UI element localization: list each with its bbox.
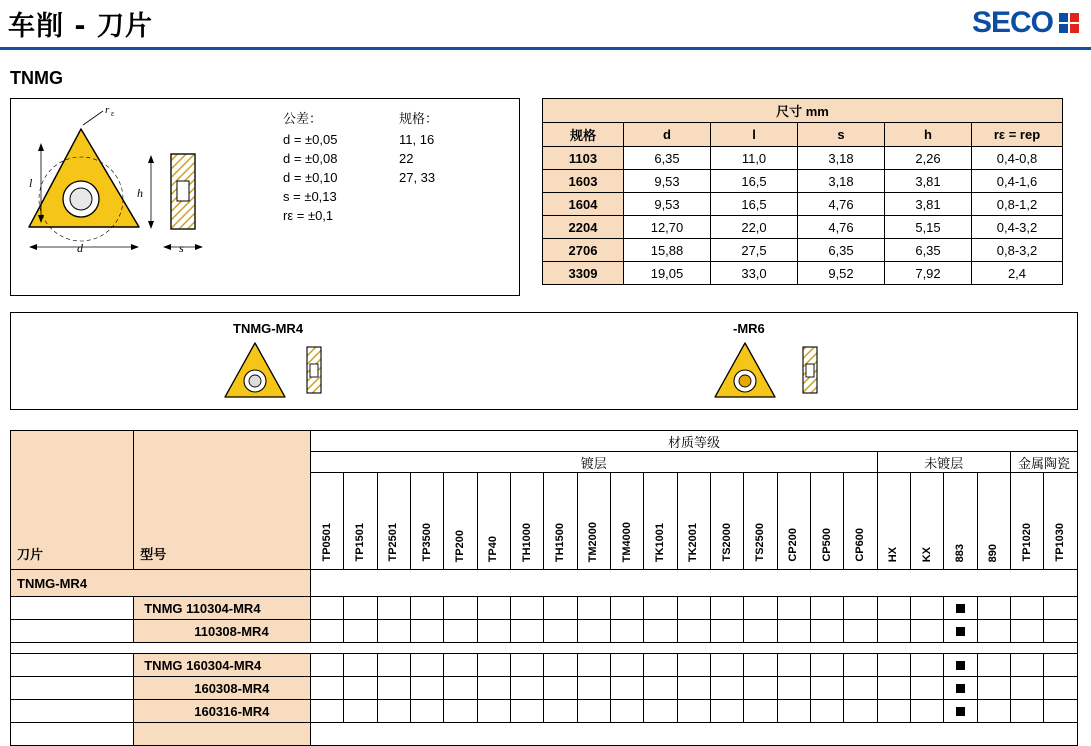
row4-c22 xyxy=(1044,700,1078,723)
row3-c8 xyxy=(577,677,610,700)
page-title: 车削 - 刀片 xyxy=(8,11,154,42)
svg-text:ε: ε xyxy=(111,109,115,118)
dims-r4-c5: 0,8-3,2 xyxy=(972,239,1063,262)
dims-r0-c4: 2,26 xyxy=(885,147,972,170)
dims-r5-c1: 19,05 xyxy=(624,262,711,285)
row3-c18 xyxy=(910,677,943,700)
row1-c5 xyxy=(477,620,510,643)
spec-list-block xyxy=(399,109,438,187)
dims-r1-c2: 16,5 xyxy=(711,170,798,193)
dims-r3-c1: 12,70 xyxy=(624,216,711,239)
grade-col-14: CP200 xyxy=(777,473,810,570)
dims-r2-c5: 0,8-1,2 xyxy=(972,193,1063,216)
row1-c15 xyxy=(810,620,843,643)
table-row xyxy=(543,239,1063,262)
svg-text:d: d xyxy=(77,241,83,255)
grades-subgroup-coated: 镀层 xyxy=(311,452,878,473)
row4-c16 xyxy=(844,700,877,723)
row4-c11 xyxy=(677,700,710,723)
row1-c2 xyxy=(377,620,410,643)
dims-r4-c0: 2706 xyxy=(543,239,624,262)
row4-c15 xyxy=(810,700,843,723)
mr4-insert-icon xyxy=(221,339,331,405)
row1-c21 xyxy=(1010,620,1043,643)
dims-r4-c4: 6,35 xyxy=(885,239,972,262)
row3-c12 xyxy=(710,677,743,700)
row2-c20 xyxy=(977,654,1010,677)
row2-c8 xyxy=(577,654,610,677)
row4-c5 xyxy=(477,700,510,723)
grade-col-20: 890 xyxy=(977,473,1010,570)
row3-c19 xyxy=(944,677,977,700)
row1-insert-blank xyxy=(11,620,134,643)
row0-c10 xyxy=(644,597,677,620)
row0-c14 xyxy=(777,597,810,620)
row1-c22 xyxy=(1044,620,1078,643)
grades-subgroup-cermet: 金属陶瓷 xyxy=(1010,452,1077,473)
row5-insert-blank xyxy=(11,723,134,746)
row2-c0 xyxy=(311,654,344,677)
row1-c4 xyxy=(444,620,477,643)
row0-c16 xyxy=(844,597,877,620)
row1-c11 xyxy=(677,620,710,643)
row2-c15 xyxy=(810,654,843,677)
dims-r0-c0: 1103 xyxy=(543,147,624,170)
row2-c11 xyxy=(677,654,710,677)
row0-c13 xyxy=(744,597,777,620)
table-row xyxy=(543,170,1063,193)
row3-c17 xyxy=(877,677,910,700)
row0-c17 xyxy=(877,597,910,620)
row4-c0 xyxy=(311,700,344,723)
geometry-label-mr4: TNMG-MR4 xyxy=(233,321,304,336)
row3-c21 xyxy=(1010,677,1043,700)
row2-insert-blank xyxy=(11,654,134,677)
grades-table xyxy=(10,430,1078,746)
row4-c10 xyxy=(644,700,677,723)
row4-c6 xyxy=(510,700,543,723)
dimensions-table xyxy=(542,98,1063,285)
availability-mark xyxy=(956,707,965,716)
row1-c17 xyxy=(877,620,910,643)
row3-c7 xyxy=(544,677,577,700)
row3-c4 xyxy=(444,677,477,700)
grade-col-12: TS2000 xyxy=(710,473,743,570)
tolerance-heading: 公差： xyxy=(283,111,323,126)
geometry-band xyxy=(10,312,1078,410)
brand-name: SECO xyxy=(971,6,1053,39)
dims-r2-c1: 9,53 xyxy=(624,193,711,216)
row2-c7 xyxy=(544,654,577,677)
row1-c0 xyxy=(311,620,344,643)
tolerance-line-3: s = ±0,13 xyxy=(283,189,337,204)
table-row xyxy=(543,216,1063,239)
availability-mark xyxy=(956,661,965,670)
row0-insert-blank xyxy=(11,597,134,620)
dims-col-3: s xyxy=(798,123,885,147)
row2-c1 xyxy=(344,654,377,677)
row0-c5 xyxy=(477,597,510,620)
row4-insert-blank xyxy=(11,700,134,723)
row1-model: 110308-MR4 xyxy=(134,620,311,643)
row3-c3 xyxy=(411,677,444,700)
row2-c22 xyxy=(1044,654,1078,677)
dims-r0-c5: 0,4-0,8 xyxy=(972,147,1063,170)
row3-c22 xyxy=(1044,677,1078,700)
dims-r3-c0: 2204 xyxy=(543,216,624,239)
spec-list-line-1: 22 xyxy=(399,151,414,166)
row4-c20 xyxy=(977,700,1010,723)
row4-c9 xyxy=(610,700,643,723)
geometry-label-mr6: -MR6 xyxy=(733,321,765,336)
grade-col-9: TM4000 xyxy=(610,473,643,570)
row1-c18 xyxy=(910,620,943,643)
dims-r4-c1: 15,88 xyxy=(624,239,711,262)
row0-c0 xyxy=(311,597,344,620)
dims-col-2: l xyxy=(711,123,798,147)
row3-c20 xyxy=(977,677,1010,700)
grade-col-17: HX xyxy=(877,473,910,570)
row4-c4 xyxy=(444,700,477,723)
row0-c19 xyxy=(944,597,977,620)
row1-c20 xyxy=(977,620,1010,643)
row2-model: TNMG 160304-MR4 xyxy=(134,654,311,677)
dims-col-4: h xyxy=(885,123,972,147)
row2-c5 xyxy=(477,654,510,677)
row0-c11 xyxy=(677,597,710,620)
grade-col-4: TP200 xyxy=(444,473,477,570)
grades-group-title: 材质等级 xyxy=(311,431,1078,452)
row0-c21 xyxy=(1010,597,1043,620)
row1-c10 xyxy=(644,620,677,643)
row0-c15 xyxy=(810,597,843,620)
grade-col-0: TP0501 xyxy=(311,473,344,570)
grade-col-10: TK1001 xyxy=(644,473,677,570)
grade-col-8: TM2000 xyxy=(577,473,610,570)
row4-c8 xyxy=(577,700,610,723)
row3-c13 xyxy=(744,677,777,700)
table-row xyxy=(11,597,1078,620)
group-row-blank xyxy=(311,570,1078,597)
dims-r1-c3: 3,18 xyxy=(798,170,885,193)
row3-c10 xyxy=(644,677,677,700)
row0-c7 xyxy=(544,597,577,620)
grades-group-label: TNMG-MR4 xyxy=(11,570,311,597)
row5-model xyxy=(134,723,311,746)
table-row xyxy=(11,654,1078,677)
dims-r3-c2: 22,0 xyxy=(711,216,798,239)
dims-r5-c2: 33,0 xyxy=(711,262,798,285)
dims-r2-c3: 4,76 xyxy=(798,193,885,216)
dims-col-0: 规格 xyxy=(543,123,624,147)
svg-text:l: l xyxy=(29,176,33,190)
row2-c21 xyxy=(1010,654,1043,677)
grade-col-11: TK2001 xyxy=(677,473,710,570)
dims-r3-c3: 4,76 xyxy=(798,216,885,239)
row3-c1 xyxy=(344,677,377,700)
row4-c13 xyxy=(744,700,777,723)
tolerance-line-1: d = ±0,08 xyxy=(283,151,338,166)
top-area xyxy=(10,98,1080,303)
availability-mark xyxy=(956,684,965,693)
svg-text:r: r xyxy=(105,104,110,116)
row2-c2 xyxy=(377,654,410,677)
row1-c7 xyxy=(544,620,577,643)
row1-c16 xyxy=(844,620,877,643)
grade-col-16: CP600 xyxy=(844,473,877,570)
row3-c5 xyxy=(477,677,510,700)
row4-c2 xyxy=(377,700,410,723)
dims-r0-c1: 6,35 xyxy=(624,147,711,170)
row0-c9 xyxy=(610,597,643,620)
grades-corner-insert: 刀片 xyxy=(11,431,134,570)
dims-r1-c0: 1603 xyxy=(543,170,624,193)
dims-r1-c1: 9,53 xyxy=(624,170,711,193)
grade-col-21: TP1020 xyxy=(1010,473,1043,570)
row1-c3 xyxy=(411,620,444,643)
row3-c0 xyxy=(311,677,344,700)
grade-col-1: TP1501 xyxy=(344,473,377,570)
row3-c2 xyxy=(377,677,410,700)
row4-c21 xyxy=(1010,700,1043,723)
row1-c12 xyxy=(710,620,743,643)
row2-c13 xyxy=(744,654,777,677)
table-row xyxy=(11,700,1078,723)
row2-c10 xyxy=(644,654,677,677)
row0-model: TNMG 110304-MR4 xyxy=(134,597,311,620)
row2-c19 xyxy=(944,654,977,677)
row3-c15 xyxy=(810,677,843,700)
grade-col-2: TP2501 xyxy=(377,473,410,570)
dims-r4-c3: 6,35 xyxy=(798,239,885,262)
row3-c9 xyxy=(610,677,643,700)
insert-diagram-icon xyxy=(11,99,281,295)
grade-col-6: TH1000 xyxy=(510,473,543,570)
row1-c1 xyxy=(344,620,377,643)
row0-c22 xyxy=(1044,597,1078,620)
grade-col-7: TH1500 xyxy=(544,473,577,570)
dims-col-1: d xyxy=(624,123,711,147)
grade-col-15: CP500 xyxy=(810,473,843,570)
row4-c3 xyxy=(411,700,444,723)
dimensions-table-title: 尺寸 mm xyxy=(543,99,1063,123)
grade-col-22: TP1030 xyxy=(1044,473,1078,570)
row0-c1 xyxy=(344,597,377,620)
row2-c17 xyxy=(877,654,910,677)
row0-c8 xyxy=(577,597,610,620)
row2-c16 xyxy=(844,654,877,677)
dims-col-5: rε = rep xyxy=(972,123,1063,147)
tolerance-line-4: rε = ±0,1 xyxy=(283,208,334,223)
tolerance-block xyxy=(283,109,337,225)
spec-list-line-0: 11, 16 xyxy=(399,132,435,147)
dims-r2-c2: 16,5 xyxy=(711,193,798,216)
row2-c18 xyxy=(910,654,943,677)
dims-r0-c3: 3,18 xyxy=(798,147,885,170)
row2-c12 xyxy=(710,654,743,677)
row1-c9 xyxy=(610,620,643,643)
availability-mark xyxy=(956,627,965,636)
table-row xyxy=(543,262,1063,285)
dims-r2-c4: 3,81 xyxy=(885,193,972,216)
row3-c11 xyxy=(677,677,710,700)
page-header xyxy=(0,0,1091,50)
row1-c8 xyxy=(577,620,610,643)
dims-r2-c0: 1604 xyxy=(543,193,624,216)
row0-c20 xyxy=(977,597,1010,620)
dims-r5-c3: 9,52 xyxy=(798,262,885,285)
row4-c14 xyxy=(777,700,810,723)
row3-insert-blank xyxy=(11,677,134,700)
brand-squares-icon xyxy=(1059,13,1079,33)
row2-c3 xyxy=(411,654,444,677)
section-title: TNMG xyxy=(10,68,63,88)
row2-c9 xyxy=(610,654,643,677)
tolerance-line-0: d = ±0,05 xyxy=(283,132,338,147)
dims-r1-c4: 3,81 xyxy=(885,170,972,193)
row1-c6 xyxy=(510,620,543,643)
dims-r3-c5: 0,4-3,2 xyxy=(972,216,1063,239)
row3-c6 xyxy=(510,677,543,700)
row0-c12 xyxy=(710,597,743,620)
table-row-group-header xyxy=(11,570,1078,597)
row1-c14 xyxy=(777,620,810,643)
grade-col-5: TP40 xyxy=(477,473,510,570)
row4-c17 xyxy=(877,700,910,723)
spec-list-heading: 规格： xyxy=(399,111,439,126)
dims-r0-c2: 11,0 xyxy=(711,147,798,170)
row4-c18 xyxy=(910,700,943,723)
table-row xyxy=(543,193,1063,216)
svg-text:h: h xyxy=(137,186,143,200)
grade-col-19: 883 xyxy=(944,473,977,570)
availability-mark xyxy=(956,604,965,613)
dims-r4-c2: 27,5 xyxy=(711,239,798,262)
mr6-insert-icon xyxy=(711,339,831,405)
spec-list-line-2: 27, 33 xyxy=(399,170,436,185)
row5-blank xyxy=(311,723,1078,746)
svg-text:s: s xyxy=(179,241,184,255)
dims-r1-c5: 0,4-1,6 xyxy=(972,170,1063,193)
dims-r5-c0: 3309 xyxy=(543,262,624,285)
row2-c6 xyxy=(510,654,543,677)
row4-c7 xyxy=(544,700,577,723)
grade-col-13: TS2500 xyxy=(744,473,777,570)
grade-col-18: KX xyxy=(910,473,943,570)
grades-subgroup-uncoated: 未镀层 xyxy=(877,452,1010,473)
row2-c4 xyxy=(444,654,477,677)
row4-c19 xyxy=(944,700,977,723)
tolerance-line-2: d = ±0,10 xyxy=(283,170,338,185)
dims-r5-c4: 7,92 xyxy=(885,262,972,285)
row0-c4 xyxy=(444,597,477,620)
row0-c2 xyxy=(377,597,410,620)
table-row xyxy=(11,677,1078,700)
grade-col-3: TP3500 xyxy=(411,473,444,570)
row0-c18 xyxy=(910,597,943,620)
table-row-spacer xyxy=(11,643,1078,654)
row3-c14 xyxy=(777,677,810,700)
grades-corner-model: 型号 xyxy=(134,431,311,570)
row4-c1 xyxy=(344,700,377,723)
row2-c14 xyxy=(777,654,810,677)
table-row xyxy=(543,147,1063,170)
insert-figure-box xyxy=(10,98,520,296)
dims-r3-c4: 5,15 xyxy=(885,216,972,239)
table-row xyxy=(11,723,1078,746)
row4-model: 160316-MR4 xyxy=(134,700,311,723)
dims-r5-c5: 2,4 xyxy=(972,262,1063,285)
brand-logo xyxy=(972,6,1079,40)
row1-c13 xyxy=(744,620,777,643)
table-row xyxy=(11,620,1078,643)
row1-c19 xyxy=(944,620,977,643)
row4-c12 xyxy=(710,700,743,723)
row0-c6 xyxy=(510,597,543,620)
row3-c16 xyxy=(844,677,877,700)
row3-model: 160308-MR4 xyxy=(134,677,311,700)
row0-c3 xyxy=(411,597,444,620)
